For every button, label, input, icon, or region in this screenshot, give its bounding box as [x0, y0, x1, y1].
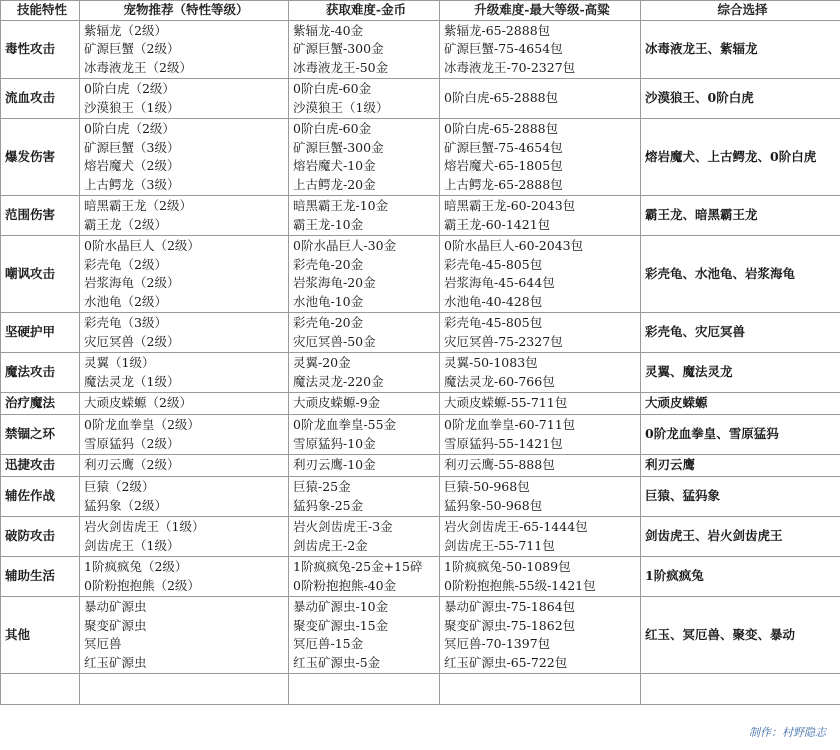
cost-line: 沙漠狼王（1级） [293, 99, 389, 115]
cost-line: 岩浆海龟-20金 [293, 275, 376, 290]
pets-line: 剑齿虎王（1级） [84, 537, 180, 553]
cost-line: 剑齿虎王-2金 [293, 537, 368, 553]
trait-cell: 爆发伤害 [1, 119, 80, 196]
pets-line: 矿源巨蟹（2级） [84, 41, 180, 56]
upgrade-line: 魔法灵龙-60-766包 [444, 373, 555, 389]
table-row [1, 517, 840, 557]
header-row [1, 1, 840, 21]
upgrade-cell [440, 313, 641, 353]
pets-line: 灵翼（1级） [84, 355, 155, 370]
cost-line: 上古鳄龙-20金 [293, 176, 376, 192]
cost-cell [289, 557, 440, 597]
cost-cell [289, 313, 440, 353]
cost-cell [289, 196, 440, 236]
upgrade-line: 巨猿-50-968包 [444, 479, 530, 494]
table-row [1, 313, 840, 353]
upgrade-line: 紫辐龙-65-2888包 [444, 22, 551, 38]
upgrade-line: 彩壳龟-45-805包 [444, 256, 543, 272]
pets-cell [80, 353, 289, 393]
cost-line: 彩壳龟-20金 [293, 256, 364, 272]
cost-line: 灵翼-20金 [293, 355, 351, 370]
cost-cell [289, 119, 440, 196]
upgrade-line: 矿源巨蟹-75-4654包 [444, 139, 563, 155]
table-row [1, 597, 840, 674]
upgrade-line: 0阶龙血拳皇-60-711包 [444, 417, 576, 432]
pets-line: 彩壳龟（3级） [84, 315, 167, 330]
table-row [1, 119, 840, 196]
upgrade-line: 岩火剑齿虎王-65-1444包 [444, 519, 588, 534]
trait-cell: 辅助生活 [1, 557, 80, 597]
pets-line: 水池龟（2级） [84, 293, 167, 309]
trait-cell: 迅捷攻击 [1, 455, 80, 477]
cost-line: 大顽皮蝾螈-9金 [293, 395, 381, 411]
pets-line: 熔岩魔犬（2级） [84, 158, 180, 173]
pets-line: 岩浆海龟（2级） [84, 275, 180, 290]
choice-cell: 冰毒液龙王、紫辐龙 [641, 20, 840, 79]
cost-line: 巨猿-25金 [293, 479, 351, 494]
pets-line: 灾厄冥兽（2级） [84, 333, 180, 349]
upgrade-line: 灵翼-50-1083包 [444, 355, 538, 370]
blank-row [1, 674, 840, 705]
cost-line: 霸王龙-10金 [293, 216, 364, 232]
cost-cell [289, 393, 440, 415]
table-row [1, 353, 840, 393]
cost-line: 0阶白虎-60金 [293, 121, 372, 136]
cost-line: 魔法灵龙-220金 [293, 373, 384, 389]
upgrade-line: 岩浆海龟-45-644包 [444, 275, 555, 290]
pets-cell [80, 79, 289, 119]
cost-line: 1阶疯疯兔-25金+15碎 [293, 559, 423, 574]
table-row [1, 477, 840, 517]
cost-line: 紫辐龙-40金 [293, 22, 364, 38]
pets-line: 猛犸象（2级） [84, 497, 167, 513]
cost-line: 聚变矿源虫-15金 [293, 617, 389, 633]
table-row [1, 415, 840, 455]
upgrade-cell [440, 79, 641, 119]
upgrade-line: 0阶白虎-65-2888包 [444, 121, 559, 136]
pets-cell [80, 119, 289, 196]
table-row [1, 196, 840, 236]
pets-cell [80, 393, 289, 415]
upgrade-cell [440, 393, 641, 415]
cost-line: 0阶粉抱抱熊-40金 [293, 577, 397, 593]
pets-line: 上古鳄龙（3级） [84, 176, 180, 192]
upgrade-line: 上古鳄龙-65-2888包 [444, 176, 563, 192]
cost-line: 矿源巨蟹-300金 [293, 41, 384, 56]
upgrade-line: 聚变矿源虫-75-1862包 [444, 617, 576, 633]
upgrade-line: 1阶疯疯兔-50-1089包 [444, 559, 571, 574]
trait-cell: 治疗魔法 [1, 393, 80, 415]
choice-cell: 1阶疯疯兔 [641, 557, 840, 597]
upgrade-line: 暗黑霸王龙-60-2043包 [444, 198, 576, 213]
upgrade-line: 大顽皮蝾螈-55-711包 [444, 395, 568, 411]
upgrade-line: 水池龟-40-428包 [444, 293, 543, 309]
header-choice: 综合选择 [641, 1, 840, 21]
table-row [1, 393, 840, 415]
pets-line: 0阶水晶巨人（2级） [84, 238, 200, 253]
choice-cell: 大顽皮蝾螈 [641, 393, 840, 415]
pets-cell [80, 517, 289, 557]
choice-cell: 巨猿、猛犸象 [641, 477, 840, 517]
pets-line: 霸王龙（2级） [84, 216, 167, 232]
pets-line: 矿源巨蟹（3级） [84, 139, 180, 155]
pets-line: 0阶白虎（2级） [84, 81, 175, 96]
pets-line: 冰毒液龙王（2级） [84, 59, 192, 75]
upgrade-line: 红玉矿源虫-65-722包 [444, 654, 568, 670]
header-upgrade: 升级难度-最大等级-高粱 [440, 1, 641, 21]
trait-cell: 辅佐作战 [1, 477, 80, 517]
pets-line: 利刃云鹰（2级） [84, 457, 180, 473]
cost-line: 红玉矿源虫-5金 [293, 654, 381, 670]
upgrade-line: 霸王龙-60-1421包 [444, 216, 551, 232]
pets-line: 暴动矿源虫 [84, 599, 147, 614]
upgrade-cell [440, 517, 641, 557]
cost-line: 0阶水晶巨人-30金 [293, 238, 397, 253]
upgrade-line: 0阶白虎-65-2888包 [444, 90, 559, 106]
trait-cell: 禁锢之环 [1, 415, 80, 455]
pets-cell [80, 455, 289, 477]
cost-cell [289, 353, 440, 393]
pets-line: 0阶白虎（2级） [84, 121, 175, 136]
pets-line: 1阶疯疯兔（2级） [84, 559, 188, 574]
table-row [1, 79, 840, 119]
header-trait: 技能特性 [1, 1, 80, 21]
upgrade-cell [440, 119, 641, 196]
upgrade-line: 0阶水晶巨人-60-2043包 [444, 238, 584, 253]
header-cost: 获取难度-金币 [289, 1, 440, 21]
upgrade-cell [440, 196, 641, 236]
pets-line: 大顽皮蝾螈（2级） [84, 395, 192, 411]
trait-cell: 其他 [1, 597, 80, 674]
cost-line: 岩火剑齿虎王-3金 [293, 519, 393, 534]
cost-line: 灾厄冥兽-50金 [293, 333, 376, 349]
upgrade-line: 冥厄兽-70-1397包 [444, 636, 551, 651]
choice-cell: 0阶龙血拳皇、雪原猛犸 [641, 415, 840, 455]
pets-line: 巨猿（2级） [84, 479, 155, 494]
header-pets: 宠物推荐（特性等级） [80, 1, 289, 21]
cost-line: 矿源巨蟹-300金 [293, 139, 384, 155]
pets-line: 沙漠狼王（1级） [84, 99, 180, 115]
upgrade-cell [440, 455, 641, 477]
table-row [1, 455, 840, 477]
cost-line: 冰毒液龙王-50金 [293, 59, 389, 75]
upgrade-cell [440, 557, 641, 597]
pets-line: 聚变矿源虫 [84, 617, 147, 633]
choice-cell: 霸王龙、暗黑霸王龙 [641, 196, 840, 236]
pets-line: 魔法灵龙（1级） [84, 373, 180, 389]
trait-cell: 破防攻击 [1, 517, 80, 557]
table-row [1, 20, 840, 79]
upgrade-cell [440, 477, 641, 517]
upgrade-cell [440, 236, 641, 313]
cost-cell [289, 236, 440, 313]
trait-cell: 范围伤害 [1, 196, 80, 236]
upgrade-cell [440, 353, 641, 393]
pets-line: 冥厄兽 [84, 636, 122, 651]
pets-cell [80, 597, 289, 674]
upgrade-line: 彩壳龟-45-805包 [444, 315, 543, 330]
upgrade-line: 剑齿虎王-55-711包 [444, 537, 555, 553]
cost-line: 0阶白虎-60金 [293, 81, 372, 96]
upgrade-line: 暴动矿源虫-75-1864包 [444, 599, 576, 614]
upgrade-line: 冰毒液龙王-70-2327包 [444, 59, 576, 75]
trait-cell: 坚硬护甲 [1, 313, 80, 353]
choice-cell: 利刃云鹰 [641, 455, 840, 477]
trait-cell: 毒性攻击 [1, 20, 80, 79]
trait-cell: 嘲讽攻击 [1, 236, 80, 313]
upgrade-line: 雪原猛犸-55-1421包 [444, 435, 563, 451]
cost-cell [289, 20, 440, 79]
upgrade-line: 灾厄冥兽-75-2327包 [444, 333, 563, 349]
pets-cell [80, 415, 289, 455]
choice-cell: 彩壳龟、水池龟、岩浆海龟 [641, 236, 840, 313]
cost-cell [289, 517, 440, 557]
cost-line: 猛犸象-25金 [293, 497, 364, 513]
upgrade-cell [440, 597, 641, 674]
cost-line: 水池龟-10金 [293, 293, 364, 309]
cost-line: 暗黑霸王龙-10金 [293, 198, 389, 213]
pets-cell [80, 196, 289, 236]
cost-cell [289, 415, 440, 455]
upgrade-line: 0阶粉抱抱熊-55级-1421包 [444, 577, 596, 593]
upgrade-line: 矿源巨蟹-75-4654包 [444, 41, 563, 56]
pets-line: 0阶粉抱抱熊（2级） [84, 577, 200, 593]
pets-line: 雪原猛犸（2级） [84, 435, 180, 451]
pets-line: 岩火剑齿虎王（1级） [84, 519, 205, 534]
credit-text: 制作：村野隐志 [749, 726, 826, 739]
table-row [1, 236, 840, 313]
cost-cell [289, 477, 440, 517]
pets-cell [80, 557, 289, 597]
pets-cell [80, 20, 289, 79]
choice-cell: 熔岩魔犬、上古鳄龙、0阶白虎 [641, 119, 840, 196]
upgrade-cell [440, 415, 641, 455]
choice-cell: 红玉、冥厄兽、聚变、暴动 [641, 597, 840, 674]
upgrade-cell [440, 20, 641, 79]
cost-line: 暴动矿源虫-10金 [293, 599, 389, 614]
table-row [1, 557, 840, 597]
cost-cell [289, 455, 440, 477]
pets-cell [80, 313, 289, 353]
pets-cell [80, 477, 289, 517]
pets-cell [80, 236, 289, 313]
pets-line: 彩壳龟（2级） [84, 256, 167, 272]
cost-cell [289, 79, 440, 119]
cost-line: 彩壳龟-20金 [293, 315, 364, 330]
choice-cell: 沙漠狼王、0阶白虎 [641, 79, 840, 119]
choice-cell: 剑齿虎王、岩火剑齿虎王 [641, 517, 840, 557]
cost-line: 利刃云鹰-10金 [293, 457, 376, 473]
trait-cell: 魔法攻击 [1, 353, 80, 393]
upgrade-line: 利刃云鹰-55-888包 [444, 457, 555, 473]
trait-cell: 流血攻击 [1, 79, 80, 119]
choice-cell: 彩壳龟、灾厄冥兽 [641, 313, 840, 353]
cost-line: 雪原猛犸-10金 [293, 435, 376, 451]
cost-line: 冥厄兽-15金 [293, 636, 364, 651]
pets-line: 暗黑霸王龙（2级） [84, 198, 192, 213]
pets-line: 红玉矿源虫 [84, 654, 147, 670]
upgrade-line: 猛犸象-50-968包 [444, 497, 543, 513]
cost-line: 熔岩魔犬-10金 [293, 158, 376, 173]
choice-cell: 灵翼、魔法灵龙 [641, 353, 840, 393]
pets-line: 0阶龙血拳皇（2级） [84, 417, 200, 432]
pets-line: 紫辐龙（2级） [84, 22, 167, 38]
cost-line: 0阶龙血拳皇-55金 [293, 417, 397, 432]
cost-cell [289, 597, 440, 674]
upgrade-line: 熔岩魔犬-65-1805包 [444, 158, 563, 173]
